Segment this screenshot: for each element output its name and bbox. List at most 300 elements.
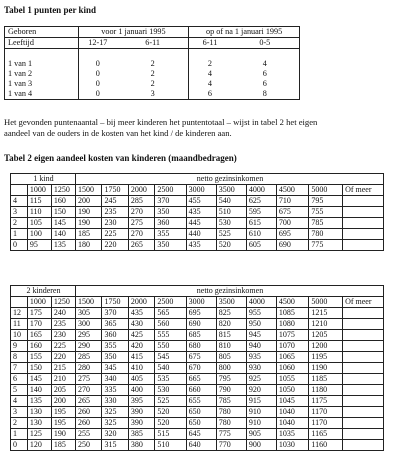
cost-cell [343, 319, 384, 330]
cost-cell: 265 [128, 240, 154, 251]
cost-cell: 275 [128, 218, 154, 229]
household-size-label: 1 kind [11, 174, 76, 185]
cost-cell: 940 [246, 341, 276, 352]
cost-cell: 430 [128, 319, 154, 330]
cost-cell: 780 [309, 229, 343, 240]
cost-cell: 190 [75, 207, 101, 218]
income-column-header: 1500 [75, 185, 101, 196]
cost-cell [343, 218, 384, 229]
net-income-header: netto gezinsinkomen [75, 286, 383, 297]
income-column-header: 1750 [102, 185, 128, 196]
cost-cell: 180 [75, 240, 101, 251]
cost-cell: 315 [102, 440, 128, 451]
cost-cell: 555 [155, 330, 186, 341]
cost-cell: 775 [216, 429, 246, 440]
cost-cell: 955 [246, 308, 276, 319]
cost-cell: 935 [246, 352, 276, 363]
points-row-label: 1 [11, 229, 28, 240]
income-column-header: 2500 [155, 185, 186, 196]
cost-cell [343, 330, 384, 341]
points-row-label: 4 [11, 396, 28, 407]
table-row [11, 429, 384, 440]
age-range: 6-11 [117, 38, 189, 49]
cost-cell [343, 396, 384, 407]
table-row [11, 352, 384, 363]
income-column-header: 2500 [155, 297, 186, 308]
cost-cell: 1170 [309, 407, 343, 418]
child-rank-label: 1 van 2 [8, 69, 33, 78]
corner-cell [11, 185, 28, 196]
cost-cell: 1205 [309, 330, 343, 341]
cost-cell: 175 [27, 308, 51, 319]
cost-cell: 190 [75, 218, 101, 229]
child-rank-label: 1 van 3 [8, 79, 33, 88]
cost-cell: 650 [186, 407, 216, 418]
cost-cell: 125 [27, 429, 51, 440]
cost-cell: 270 [75, 385, 101, 396]
cost-cell: 710 [276, 196, 308, 207]
cost-cell: 120 [27, 440, 51, 451]
cost-cell: 355 [155, 229, 186, 240]
cost-cell: 810 [216, 341, 246, 352]
cost-cell: 695 [186, 308, 216, 319]
cost-cell: 605 [246, 240, 276, 251]
income-column-header: 5000 [309, 185, 343, 196]
cost-cell: 210 [51, 374, 75, 385]
cost-cell: 1080 [276, 319, 308, 330]
cost-cell: 335 [102, 385, 128, 396]
cost-cell: 550 [155, 341, 186, 352]
cost-cell: 595 [246, 207, 276, 218]
points-cell: 6 [262, 79, 267, 88]
cost-cell: 420 [128, 341, 154, 352]
points-cell: 2 [150, 59, 155, 68]
cost-cell: 1035 [276, 429, 308, 440]
cost-cell: 280 [75, 363, 101, 374]
cost-cell: 1030 [276, 440, 308, 451]
table-row [11, 330, 384, 341]
cost-cell: 565 [155, 308, 186, 319]
table-row [11, 396, 384, 407]
cost-cell: 685 [186, 330, 216, 341]
income-column-header: 1250 [51, 297, 75, 308]
cost-cell: 195 [51, 418, 75, 429]
cost-cell: 545 [155, 352, 186, 363]
cost-cell: 1190 [309, 363, 343, 374]
cost-cell [343, 440, 384, 451]
table-row [11, 418, 384, 429]
cost-cell: 560 [155, 319, 186, 330]
points-cell: 4 [189, 79, 231, 89]
points-cell: 4 [189, 69, 231, 79]
table-row [11, 341, 384, 352]
cost-cell: 1065 [276, 352, 308, 363]
cost-cell: 510 [155, 440, 186, 451]
cost-cell: 185 [75, 229, 101, 240]
cost-cell [343, 374, 384, 385]
cost-cell: 910 [246, 418, 276, 429]
cost-cell: 370 [102, 308, 128, 319]
cost-cell: 415 [128, 352, 154, 363]
points-row-label: 11 [11, 319, 28, 330]
cost-cell: 325 [102, 407, 128, 418]
points-row-label: 7 [11, 363, 28, 374]
cost-cell: 150 [27, 363, 51, 374]
cost-cell: 770 [216, 440, 246, 451]
cost-cell: 145 [51, 218, 75, 229]
points-row-label: 6 [11, 374, 28, 385]
points-row-label: 8 [11, 352, 28, 363]
points-row-label: 3 [11, 407, 28, 418]
cost-cell: 300 [75, 319, 101, 330]
cost-cell: 215 [51, 363, 75, 374]
table-row [11, 374, 384, 385]
cost-cell: 345 [102, 363, 128, 374]
cost-cell: 1170 [309, 418, 343, 429]
points-cell: 8 [262, 89, 267, 98]
cost-cell: 700 [276, 218, 308, 229]
table2-heading: Tabel 2 eigen aandeel kosten van kinderen (maandbedragen) [4, 153, 237, 163]
cost-cell: 135 [27, 396, 51, 407]
income-column-header: 4000 [246, 185, 276, 196]
cost-cell: 820 [216, 319, 246, 330]
cost-cell: 140 [51, 229, 75, 240]
cost-cell: 795 [309, 196, 343, 207]
cost-cell [343, 407, 384, 418]
table-row [5, 89, 300, 100]
cost-cell: 260 [75, 407, 101, 418]
born-label: Geboren [5, 27, 79, 38]
cost-cell: 220 [51, 352, 75, 363]
child-rank-label: 1 van 4 [8, 89, 33, 98]
cost-cell: 1045 [276, 396, 308, 407]
cost-cell: 905 [246, 429, 276, 440]
cost-cell: 655 [186, 396, 216, 407]
cost-cell: 680 [186, 341, 216, 352]
income-column-header: 3000 [186, 185, 216, 196]
points-cell: 6 [262, 69, 267, 78]
cost-cell: 1160 [309, 440, 343, 451]
cost-cell [343, 363, 384, 374]
cost-cell: 255 [75, 429, 101, 440]
points-row-label: 5 [11, 385, 28, 396]
table-row [11, 240, 384, 251]
income-column-header: 4500 [276, 185, 308, 196]
cost-cell: 1180 [309, 385, 343, 396]
cost-cell: 520 [155, 418, 186, 429]
income-column-header: 3500 [216, 185, 246, 196]
cost-table-two-children [10, 285, 384, 451]
cost-cell: 285 [128, 196, 154, 207]
cost-cell: 440 [186, 229, 216, 240]
cost-cell: 525 [155, 396, 186, 407]
cost-cell: 265 [75, 396, 101, 407]
cost-cell: 445 [186, 218, 216, 229]
points-table [4, 26, 300, 100]
points-row-label: 1 [11, 429, 28, 440]
points-cell: 0 [78, 79, 117, 89]
cost-cell: 530 [216, 218, 246, 229]
cost-cell: 665 [186, 374, 216, 385]
age-range: 12-17 [78, 38, 117, 49]
cost-cell: 340 [102, 374, 128, 385]
table-row [11, 440, 384, 451]
cost-cell: 350 [155, 207, 186, 218]
cost-cell: 525 [216, 229, 246, 240]
table-row [11, 407, 384, 418]
points-row-label: 10 [11, 330, 28, 341]
points-row-label: 0 [11, 240, 28, 251]
cost-cell: 130 [27, 407, 51, 418]
cost-cell: 1200 [309, 341, 343, 352]
cost-cell: 360 [155, 218, 186, 229]
cost-cell: 230 [51, 330, 75, 341]
cost-cell: 140 [27, 385, 51, 396]
cost-cell: 540 [155, 363, 186, 374]
income-column-header: Of meer [343, 185, 384, 196]
cost-cell: 110 [27, 207, 51, 218]
cost-cell: 925 [246, 374, 276, 385]
cost-cell: 370 [155, 196, 186, 207]
age-label: Leeftijd [5, 38, 79, 49]
points-cell: 6 [189, 89, 231, 100]
cost-cell: 325 [102, 418, 128, 429]
cost-cell: 135 [51, 240, 75, 251]
cost-cell: 530 [155, 385, 186, 396]
table-row [11, 218, 384, 229]
net-income-header: netto gezinsinkomen [75, 174, 383, 185]
born-after-1995-header: op of na 1 januari 1995 [189, 27, 300, 38]
paragraph-line: aandeel van de ouders in de kosten van het kind / de kinderen aan. [4, 127, 232, 138]
income-column-header: 1750 [102, 297, 128, 308]
cost-cell: 170 [27, 319, 51, 330]
income-column-header: 1000 [27, 297, 51, 308]
cost-cell: 220 [102, 240, 128, 251]
points-row-label: 3 [11, 207, 28, 218]
cost-cell: 825 [216, 308, 246, 319]
cost-cell: 920 [246, 385, 276, 396]
age-range: 0-5 [231, 38, 300, 49]
born-before-1995-header: voor 1 januari 1995 [78, 27, 189, 38]
cost-cell: 1165 [309, 429, 343, 440]
cost-cell: 1075 [276, 330, 308, 341]
cost-cell: 285 [75, 352, 101, 363]
cost-cell: 1055 [276, 374, 308, 385]
cost-cell: 435 [186, 240, 216, 251]
income-column-header: 4000 [246, 297, 276, 308]
cost-cell: 160 [51, 196, 75, 207]
cost-cell: 1210 [309, 319, 343, 330]
points-row-label: 0 [11, 440, 28, 451]
cost-cell: 305 [75, 308, 101, 319]
cost-cell: 510 [216, 207, 246, 218]
cost-cell [343, 341, 384, 352]
cost-cell: 295 [75, 330, 101, 341]
cost-cell: 245 [102, 196, 128, 207]
cost-cell: 160 [27, 341, 51, 352]
cost-cell: 915 [246, 396, 276, 407]
cost-cell: 670 [186, 363, 216, 374]
cost-cell: 785 [216, 396, 246, 407]
table-row [11, 319, 384, 330]
cost-cell: 690 [276, 240, 308, 251]
cost-cell: 755 [309, 207, 343, 218]
child-rank-label: 1 van 1 [8, 59, 33, 68]
cost-cell: 785 [309, 218, 343, 229]
income-column-header: 4500 [276, 297, 308, 308]
cost-cell: 515 [155, 429, 186, 440]
cost-cell: 930 [246, 363, 276, 374]
cost-cell: 1185 [309, 374, 343, 385]
cost-cell [343, 207, 384, 218]
cost-cell: 625 [246, 196, 276, 207]
table-row [11, 363, 384, 374]
cost-cell: 805 [216, 352, 246, 363]
points-cell: 2 [150, 79, 155, 88]
cost-cell: 435 [128, 308, 154, 319]
cost-cell [343, 308, 384, 319]
table-row [5, 79, 300, 89]
cost-cell: 1040 [276, 407, 308, 418]
cost-cell: 520 [216, 240, 246, 251]
cost-cell: 950 [246, 319, 276, 330]
cost-cell: 1070 [276, 341, 308, 352]
cost-cell: 230 [102, 218, 128, 229]
cost-cell: 350 [155, 240, 186, 251]
cost-cell: 195 [51, 407, 75, 418]
income-column-header: Of meer [343, 297, 384, 308]
cost-cell: 610 [246, 229, 276, 240]
cost-cell: 790 [216, 385, 246, 396]
points-cell: 3 [150, 89, 155, 98]
cost-cell: 910 [246, 407, 276, 418]
cost-cell: 540 [216, 196, 246, 207]
points-cell: 4 [262, 59, 267, 68]
cost-cell [343, 352, 384, 363]
table-row [11, 385, 384, 396]
cost-cell: 270 [128, 207, 154, 218]
cost-cell: 1175 [309, 396, 343, 407]
table-row [11, 229, 384, 240]
cost-cell: 1040 [276, 418, 308, 429]
table1-heading: Tabel 1 punten per kind [4, 5, 97, 15]
cost-cell: 410 [128, 363, 154, 374]
points-row-label: 2 [11, 218, 28, 229]
cost-cell: 1050 [276, 385, 308, 396]
points-row-label: 4 [11, 196, 28, 207]
points-cell: 2 [189, 59, 231, 69]
cost-cell: 615 [246, 218, 276, 229]
cost-cell: 290 [75, 341, 101, 352]
table-row [11, 308, 384, 319]
cost-cell: 330 [102, 396, 128, 407]
cost-cell: 355 [102, 341, 128, 352]
table-row [5, 69, 300, 79]
cost-cell: 690 [186, 319, 216, 330]
points-cell: 0 [78, 69, 117, 79]
cost-cell: 225 [51, 341, 75, 352]
cost-cell: 185 [51, 440, 75, 451]
cost-cell: 1195 [309, 352, 343, 363]
income-column-header: 1000 [27, 185, 51, 196]
cost-cell [343, 418, 384, 429]
table-row [5, 59, 300, 69]
cost-cell: 1085 [276, 308, 308, 319]
cost-cell: 380 [128, 440, 154, 451]
cost-cell: 435 [186, 207, 216, 218]
table-row [11, 196, 384, 207]
points-cell: 0 [78, 89, 117, 100]
cost-cell: 190 [51, 429, 75, 440]
table-row [11, 207, 384, 218]
cost-cell: 795 [216, 374, 246, 385]
cost-cell: 900 [246, 440, 276, 451]
income-column-header: 5000 [309, 297, 343, 308]
cost-cell: 360 [102, 330, 128, 341]
cost-cell: 695 [276, 229, 308, 240]
income-column-header: 2000 [128, 297, 154, 308]
cost-cell: 425 [128, 330, 154, 341]
cost-cell: 240 [51, 308, 75, 319]
cost-cell [343, 240, 384, 251]
cost-cell: 645 [186, 429, 216, 440]
cost-cell: 640 [186, 440, 216, 451]
income-column-header: 1500 [75, 297, 101, 308]
points-row-label: 9 [11, 341, 28, 352]
cost-cell: 780 [216, 407, 246, 418]
income-column-header: 3000 [186, 297, 216, 308]
paragraph-line: Het gevonden puntenaantal – bij meer kinderen het puntentotaal – wijst in tabel 2 het eigen [4, 117, 318, 127]
cost-cell: 400 [128, 385, 154, 396]
cost-cell: 145 [27, 374, 51, 385]
corner-cell [11, 297, 28, 308]
cost-cell: 675 [276, 207, 308, 218]
points-cell: 0 [78, 59, 117, 69]
points-row-label: 12 [11, 308, 28, 319]
cost-cell: 1215 [309, 308, 343, 319]
cost-cell: 250 [75, 440, 101, 451]
cost-cell: 945 [246, 330, 276, 341]
cost-cell: 200 [51, 396, 75, 407]
cost-cell: 100 [27, 229, 51, 240]
cost-cell: 660 [186, 385, 216, 396]
cost-cell: 320 [102, 429, 128, 440]
cost-cell: 350 [102, 352, 128, 363]
household-size-label: 2 kinderen [11, 286, 76, 297]
cost-cell: 800 [216, 363, 246, 374]
cost-cell: 1060 [276, 363, 308, 374]
cost-cell: 235 [51, 319, 75, 330]
cost-cell: 520 [155, 407, 186, 418]
age-range: 6-11 [189, 38, 231, 49]
points-row-label: 2 [11, 418, 28, 429]
cost-cell: 200 [75, 196, 101, 207]
cost-cell: 260 [75, 418, 101, 429]
cost-cell: 270 [128, 229, 154, 240]
points-cell: 2 [150, 69, 155, 78]
cost-cell: 365 [102, 319, 128, 330]
cost-cell [343, 385, 384, 396]
cost-cell [343, 229, 384, 240]
cost-cell: 455 [186, 196, 216, 207]
cost-cell: 775 [309, 240, 343, 251]
cost-cell: 225 [102, 229, 128, 240]
income-column-header: 2000 [128, 185, 154, 196]
income-column-header: 1250 [51, 185, 75, 196]
cost-cell: 780 [216, 418, 246, 429]
cost-cell: 405 [128, 374, 154, 385]
explanation-paragraph [4, 117, 404, 138]
